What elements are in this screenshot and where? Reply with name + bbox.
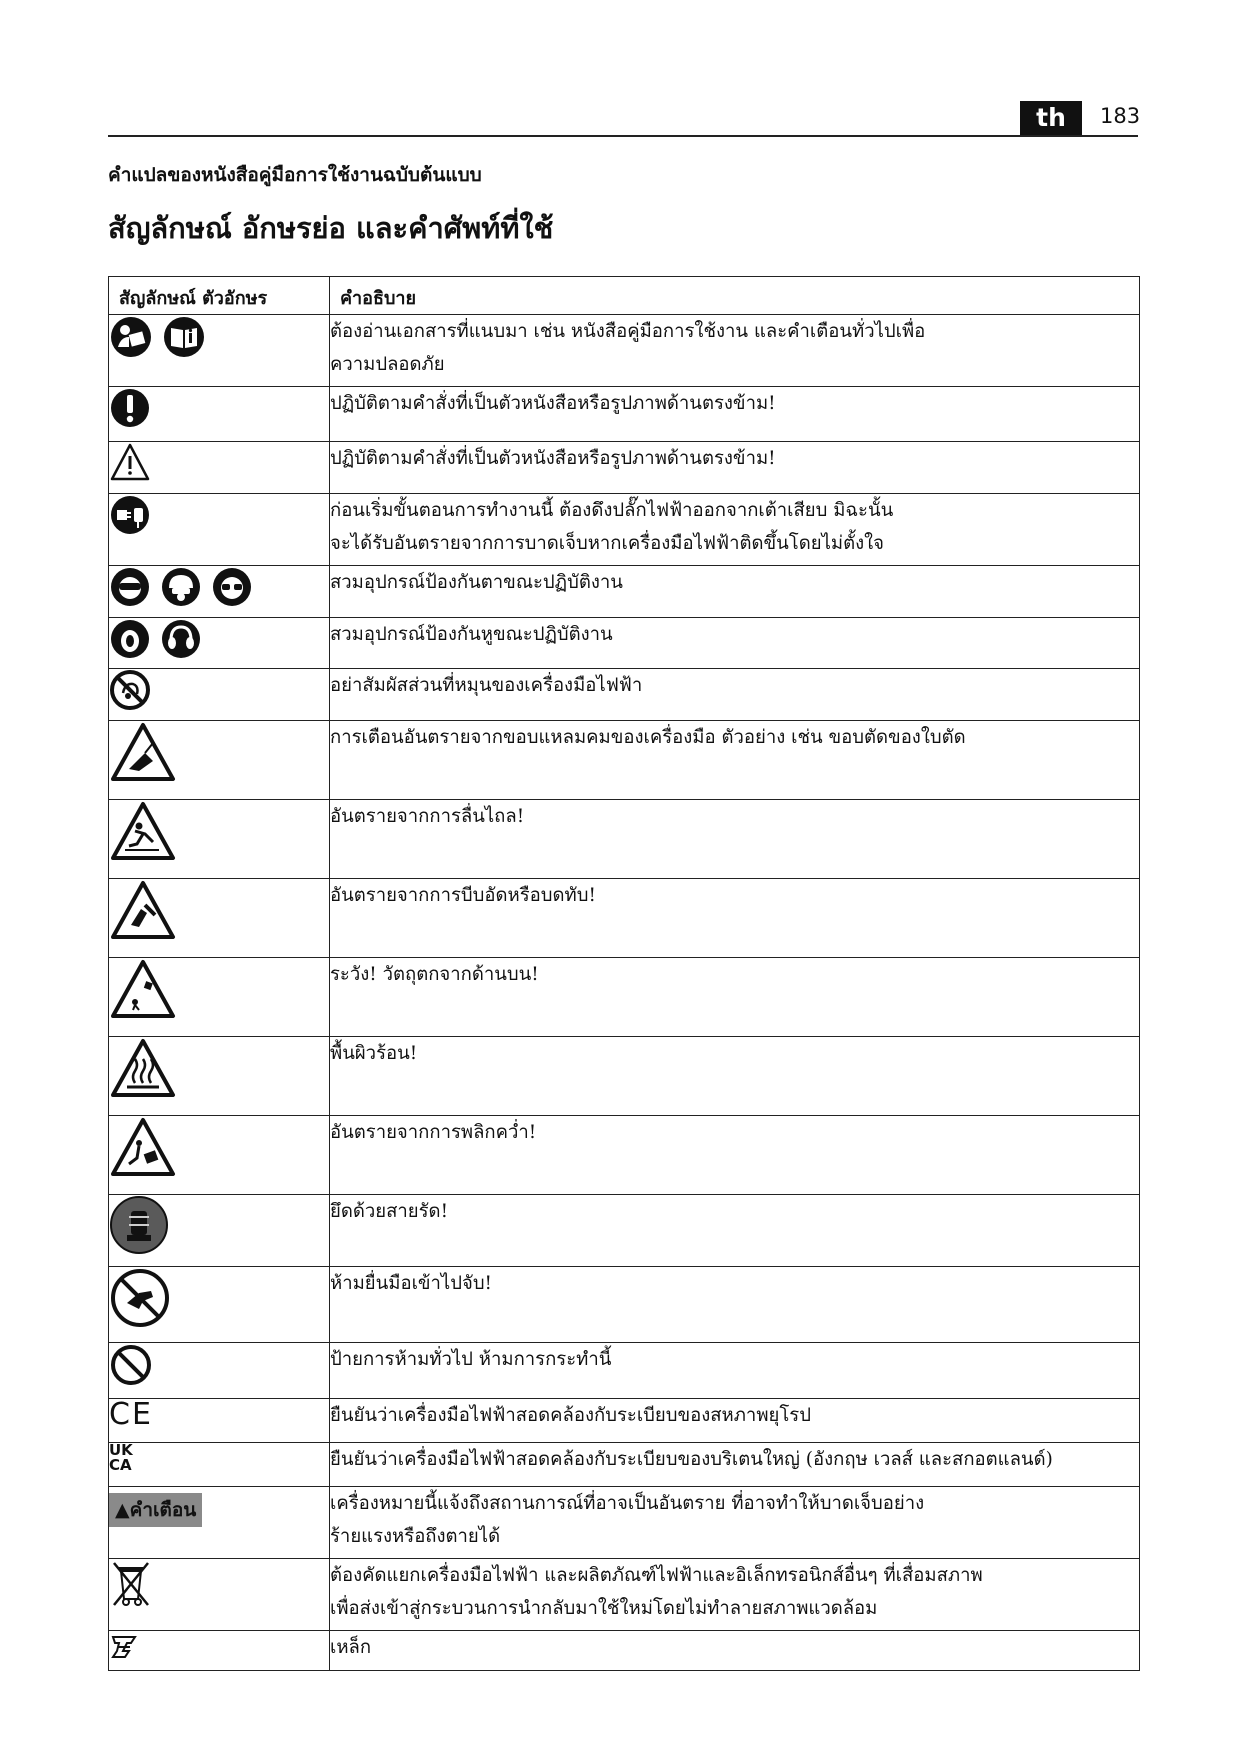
falling-objects-icon bbox=[109, 958, 177, 1020]
description-cell: ต้องคัดแยกเครื่องมือไฟฟ้า และผลิตภัณฑ์ไฟฟ้าและอิเล็กทรอนิกส์อื่นๆ ที่เสื่อมสภาพ เพื่อส่งเข้าสู่กระบวนการนำกลับมาใช้ใหม่โดยไม่ทำลายสภาพแวดล้อม bbox=[330, 1559, 1140, 1631]
table-row bbox=[109, 1443, 1140, 1487]
table-row bbox=[109, 1559, 1140, 1631]
symbol-cell bbox=[109, 1195, 330, 1267]
sharp-edge-warning-icon bbox=[109, 721, 177, 783]
warning-small-icon: ▲ bbox=[115, 1499, 130, 1521]
description-cell: ก่อนเริ่มขั้นตอนการทำงานนี้ ต้องดึงปลั๊กไฟฟ้าออกจากเต้าเสียบ มิฉะนั้น จะได้รับอันตรายจากการบาดเจ็บหากเครื่องมือไฟฟ้าติดขึ้นโดยไม่ตั้งใจ bbox=[330, 494, 1140, 566]
prohibition-icon bbox=[109, 1343, 153, 1387]
unplug-icon bbox=[109, 494, 151, 536]
table-row bbox=[109, 566, 1140, 618]
table-row bbox=[109, 669, 1140, 721]
description-cell: ปฏิบัติตามคำสั่งที่เป็นตัวหนังสือหรือรูปภาพด้านตรงข้าม! bbox=[330, 442, 1140, 494]
table-row bbox=[109, 1037, 1140, 1116]
header-rule bbox=[108, 135, 1138, 137]
description-cell: ปฏิบัติตามคำสั่งที่เป็นตัวหนังสือหรือรูปภาพด้านตรงข้าม! bbox=[330, 387, 1140, 442]
symbol-cell bbox=[109, 442, 330, 494]
no-touch-rotating-icon bbox=[109, 669, 151, 711]
description-cell: ต้องอ่านเอกสารที่แนบมา เช่น หนังสือคู่มือการใช้งาน และคำเตือนทั่วไปเพื่อ ความปลอดภัย bbox=[330, 315, 1140, 387]
symbol-cell bbox=[109, 879, 330, 958]
read-instructions-icon bbox=[109, 315, 153, 359]
description-cell: อย่าสัมผัสส่วนที่หมุนของเครื่องมือไฟฟ้า bbox=[330, 669, 1140, 721]
symbol-cell bbox=[109, 1443, 330, 1487]
table-row bbox=[109, 879, 1140, 958]
weee-bin-icon bbox=[109, 1559, 153, 1607]
table-row bbox=[109, 1195, 1140, 1267]
description-cell: การเตือนอันตรายจากขอบแหลมคมของเครื่องมือ ตัวอย่าง เช่น ขอบตัดของใบตัด bbox=[330, 721, 1140, 800]
table-row bbox=[109, 387, 1140, 442]
table-row bbox=[109, 1631, 1140, 1671]
safety-glasses-icon bbox=[211, 566, 253, 608]
table-row bbox=[109, 442, 1140, 494]
description-cell: ยึดด้วยสายรัด! bbox=[330, 1195, 1140, 1267]
symbol-cell bbox=[109, 721, 330, 800]
helmet-goggles-icon bbox=[160, 566, 202, 608]
ukca-mark-icon: UK CA bbox=[109, 1441, 133, 1474]
description-cell: เหล็ก bbox=[330, 1631, 1140, 1671]
description-cell: ห้ามยื่นมือเข้าไปจับ! bbox=[330, 1267, 1140, 1343]
symbol-cell bbox=[109, 1267, 330, 1343]
symbol-cell bbox=[109, 669, 330, 721]
page-number: 183 bbox=[1100, 104, 1141, 128]
section-title: สัญลักษณ์ อักษรย่อ และคำศัพท์ที่ใช้ bbox=[108, 211, 554, 245]
ear-protection-icon bbox=[109, 618, 151, 660]
table-header-row bbox=[109, 277, 1140, 315]
symbol-cell bbox=[109, 315, 330, 387]
table-row bbox=[109, 958, 1140, 1037]
symbol-cell bbox=[109, 618, 330, 669]
tip-over-hazard-icon bbox=[109, 1116, 177, 1178]
symbol-cell bbox=[109, 1399, 330, 1443]
symbols-table bbox=[108, 276, 1140, 1671]
manual-book-icon bbox=[162, 315, 206, 359]
table-row bbox=[109, 618, 1140, 669]
symbol-cell bbox=[109, 1343, 330, 1399]
warning-signal-word: ▲คำเตือน bbox=[109, 1493, 202, 1527]
ear-muffs-icon bbox=[160, 618, 202, 660]
crush-hazard-icon bbox=[109, 879, 177, 941]
hot-surface-icon bbox=[109, 1037, 177, 1099]
symbol-cell bbox=[109, 800, 330, 879]
face-shield-icon bbox=[109, 566, 151, 608]
description-cell: อันตรายจากการลื่นไถล! bbox=[330, 800, 1140, 879]
col-header-symbol: สัญลักษณ์ ตัวอักษร bbox=[109, 277, 330, 315]
table-row bbox=[109, 1267, 1140, 1343]
description-cell: อันตรายจากการพลิกคว่ำ! bbox=[330, 1116, 1140, 1195]
symbol-cell bbox=[109, 958, 330, 1037]
table-row bbox=[109, 1116, 1140, 1195]
warning-triangle-icon bbox=[109, 442, 151, 482]
secure-with-strap-icon bbox=[109, 1195, 169, 1255]
table-row bbox=[109, 315, 1140, 387]
document-subtitle: คำแปลของหนังสือคู่มือการใช้งานฉบับต้นแบบ bbox=[108, 164, 482, 186]
ce-mark-icon: CE bbox=[109, 1397, 153, 1432]
language-tab: th bbox=[1020, 101, 1082, 135]
symbol-cell bbox=[109, 387, 330, 442]
symbol-cell bbox=[109, 1487, 330, 1559]
table-row bbox=[109, 800, 1140, 879]
symbol-cell bbox=[109, 1116, 330, 1195]
description-cell: สวมอุปกรณ์ป้องกันหูขณะปฏิบัติงาน bbox=[330, 618, 1140, 669]
table-row bbox=[109, 494, 1140, 566]
description-cell: พื้นผิวร้อน! bbox=[330, 1037, 1140, 1116]
description-cell: เครื่องหมายนี้แจ้งถึงสถานการณ์ที่อาจเป็นอันตราย ที่อาจทำให้บาดเจ็บอย่าง ร้ายแรงหรือถึงตายได้ bbox=[330, 1487, 1140, 1559]
table-row bbox=[109, 1399, 1140, 1443]
symbol-cell bbox=[109, 494, 330, 566]
table-row bbox=[109, 721, 1140, 800]
slip-hazard-icon bbox=[109, 800, 177, 862]
symbol-cell bbox=[109, 566, 330, 618]
no-reaching-icon bbox=[109, 1267, 171, 1329]
symbol-cell bbox=[109, 1559, 330, 1631]
description-cell: ป้ายการห้ามทั่วไป ห้ามการกระทำนี้ bbox=[330, 1343, 1140, 1399]
description-cell: ระวัง! วัตถุตกจากด้านบน! bbox=[330, 958, 1140, 1037]
symbol-cell bbox=[109, 1631, 330, 1671]
symbol-cell bbox=[109, 1037, 330, 1116]
description-cell: สวมอุปกรณ์ป้องกันตาขณะปฏิบัติงาน bbox=[330, 566, 1140, 618]
table-row bbox=[109, 1487, 1140, 1559]
description-cell: ยืนยันว่าเครื่องมือไฟฟ้าสอดคล้องกับระเบียบของบริเตนใหญ่ (อังกฤษ เวลส์ และสกอตแลนด์) bbox=[330, 1443, 1140, 1487]
table-row bbox=[109, 1343, 1140, 1399]
mandatory-action-icon bbox=[109, 387, 151, 429]
description-cell: อันตรายจากการบีบอัดหรือบดทับ! bbox=[330, 879, 1140, 958]
col-header-description: คำอธิบาย bbox=[330, 277, 1140, 315]
steel-recycling-icon bbox=[109, 1631, 139, 1661]
description-cell: ยืนยันว่าเครื่องมือไฟฟ้าสอดคล้องกับระเบียบของสหภาพยุโรป bbox=[330, 1399, 1140, 1443]
